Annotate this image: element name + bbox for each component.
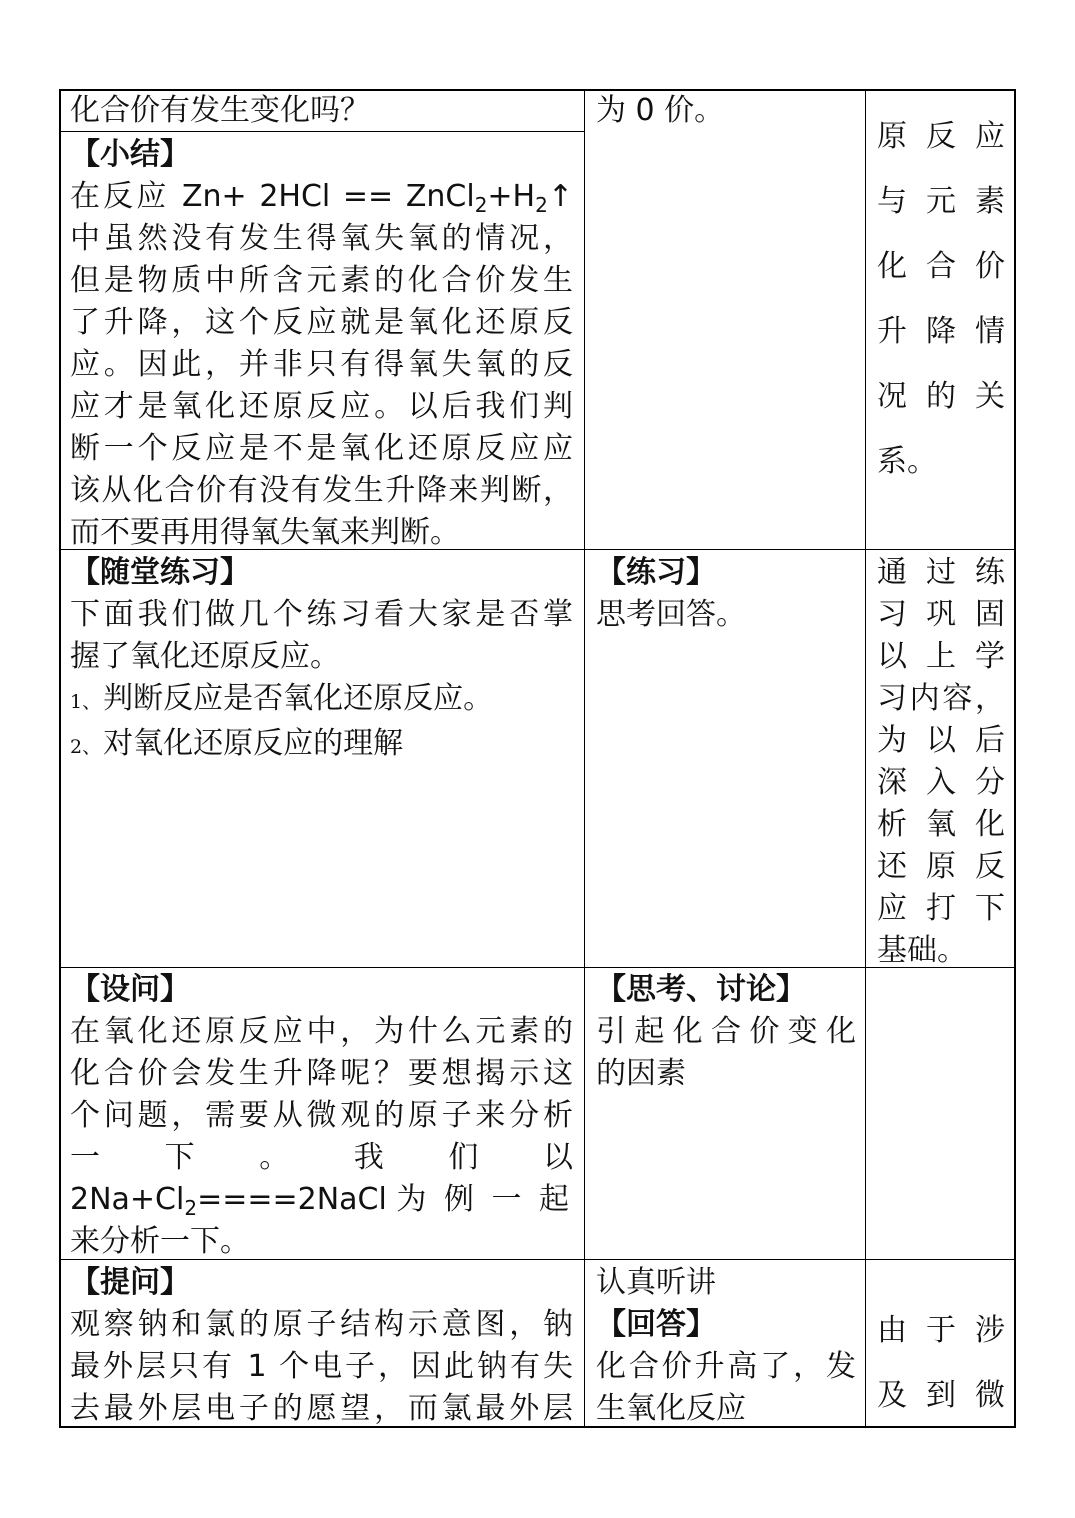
text-line: 握了氧化还原反应。 — [70, 639, 340, 674]
row4-col1 — [70, 1262, 573, 1430]
spread-char: 。 — [259, 1140, 290, 1175]
ask-heading: 【提问】 — [70, 1265, 190, 1300]
purpose-line: 及 到 微 — [877, 1378, 1005, 1413]
purpose-line: 通 过 练 — [877, 555, 1005, 590]
equation — [70, 1179, 387, 1221]
equation-part: 2Na+Cl — [70, 1182, 185, 1217]
spread-char: 下 — [164, 1140, 195, 1175]
purpose-line: 为 以 后 — [877, 723, 1005, 758]
row2-col1 — [70, 552, 573, 768]
purpose-line: 由 于 涉 — [877, 1313, 1005, 1348]
equation-line — [70, 176, 573, 218]
practice-item — [70, 678, 573, 723]
row3-col2 — [596, 969, 856, 1095]
answer-heading: 【回答】 — [596, 1307, 716, 1342]
spread-char: 以 — [542, 1140, 573, 1175]
spread-char: 我 — [353, 1140, 384, 1175]
text-line: 下面我们做几个练习看大家是否掌 — [70, 597, 573, 632]
text-line: 了升降，这个反应就是氧化还原反 — [70, 305, 573, 340]
listen-text: 认真听讲 — [596, 1265, 716, 1300]
text-line: 去最外层电子的愿望，而氯最外层 — [70, 1391, 573, 1426]
purpose-line: 与 元 素 — [877, 184, 1005, 219]
text-line: 中虽然没有发生得氧失氧的情况， — [70, 221, 573, 256]
text-line: 观察钠和氯的原子结构示意图，钠 — [70, 1307, 573, 1342]
discussion-heading: 【思考、讨论】 — [596, 972, 806, 1007]
up-arrow: ↑ — [547, 179, 573, 214]
text-line: 化合价会发生升降呢？要想揭示这 — [70, 1056, 573, 1091]
spread-char: 一 — [70, 1140, 100, 1175]
purpose-line: 升 降 情 — [877, 314, 1005, 349]
text-line: 该从化合价有没有发生升降来判断， — [70, 473, 573, 508]
table-border-right — [1014, 89, 1016, 1428]
purpose-line: 基础。 — [877, 933, 967, 968]
row4-col3 — [877, 1298, 1005, 1428]
item-text: 对氧化还原反应的理解 — [103, 726, 404, 761]
column-divider-1 — [584, 89, 585, 1428]
row2-col2 — [596, 552, 856, 636]
purpose-line: 还 原 反 — [877, 849, 1005, 884]
row1-col2 — [596, 90, 856, 132]
text-line: 断一个反应是不是氧化还原反应应 — [70, 431, 573, 466]
purpose-line: 化 合 价 — [877, 249, 1005, 284]
table-border-left — [59, 89, 61, 1428]
item-text: 判断反应是否氧化还原反应。 — [103, 681, 494, 716]
row3-col1 — [70, 969, 573, 1263]
column-divider-2 — [865, 89, 866, 1428]
spread-char: 们 — [448, 1140, 479, 1175]
answer-line: 生氧化反应 — [596, 1391, 746, 1426]
question-heading: 【设问】 — [70, 972, 190, 1007]
equation-tail: 为 例 一 起 — [396, 1182, 573, 1217]
purpose-line: 习内容， — [877, 681, 1005, 716]
text-line: 个问题，需要从微观的原子来分析 — [70, 1098, 573, 1133]
subscript: 2 — [184, 1196, 198, 1220]
spread-line — [70, 1137, 573, 1179]
equation-part: +H — [487, 179, 536, 214]
purpose-line: 析 氧 化 — [877, 807, 1005, 842]
text-line: 而不要再用得氧失氧来判断。 — [70, 515, 460, 550]
valence-zero-text: 为 0 价。 — [596, 93, 725, 128]
purpose-line: 系。 — [877, 444, 937, 479]
discussion-line: 引起化合价变化 — [596, 1014, 856, 1049]
equation-part: 在反应 Zn+ 2HCl == ZnCl — [70, 179, 475, 214]
subscript: 2 — [535, 193, 548, 217]
purpose-line: 况 的 关 — [877, 379, 1005, 414]
equation-part: ====2NaCl — [197, 1182, 387, 1217]
purpose-line: 应 打 下 — [877, 891, 1005, 926]
text-line: 应才是氧化还原反应。以后我们判 — [70, 389, 573, 424]
row4-col2 — [596, 1262, 856, 1430]
equation-line — [70, 1179, 573, 1221]
row1-col1-top — [70, 90, 575, 132]
text-line: 但是物质中所含元素的化合价发生 — [70, 263, 573, 298]
summary-heading: 【小结】 — [70, 137, 190, 172]
exercise-heading: 【练习】 — [596, 555, 716, 590]
text-line: 在氧化还原反应中，为什么元素的 — [70, 1014, 573, 1049]
discussion-line: 的因素 — [596, 1056, 686, 1091]
item-number: 2、 — [70, 736, 102, 758]
row2-col3 — [877, 552, 1005, 972]
exercise-text: 思考回答。 — [596, 597, 746, 632]
subscript: 2 — [474, 193, 488, 217]
row1-col1-summary — [70, 134, 573, 554]
row1-col3 — [877, 104, 1005, 494]
text-line: 来分析一下。 — [70, 1224, 250, 1259]
purpose-line: 原 反 应 — [877, 119, 1005, 154]
question-text: 化合价有发生变化吗？ — [70, 93, 370, 128]
text-line: 最外层只有 1 个电子，因此钠有失 — [70, 1349, 573, 1384]
purpose-line: 以 上 学 — [877, 639, 1005, 674]
answer-line: 化合价升高了，发 — [596, 1349, 856, 1384]
text-line: 应。因此，并非只有得氧失氧的反 — [70, 347, 573, 382]
purpose-line: 习 巩 固 — [877, 597, 1005, 632]
row-divider-2 — [59, 967, 1016, 968]
purpose-line: 深 入 分 — [877, 765, 1005, 800]
item-number: 1、 — [70, 691, 102, 713]
practice-item — [70, 723, 573, 768]
practice-heading: 【随堂练习】 — [70, 555, 250, 590]
